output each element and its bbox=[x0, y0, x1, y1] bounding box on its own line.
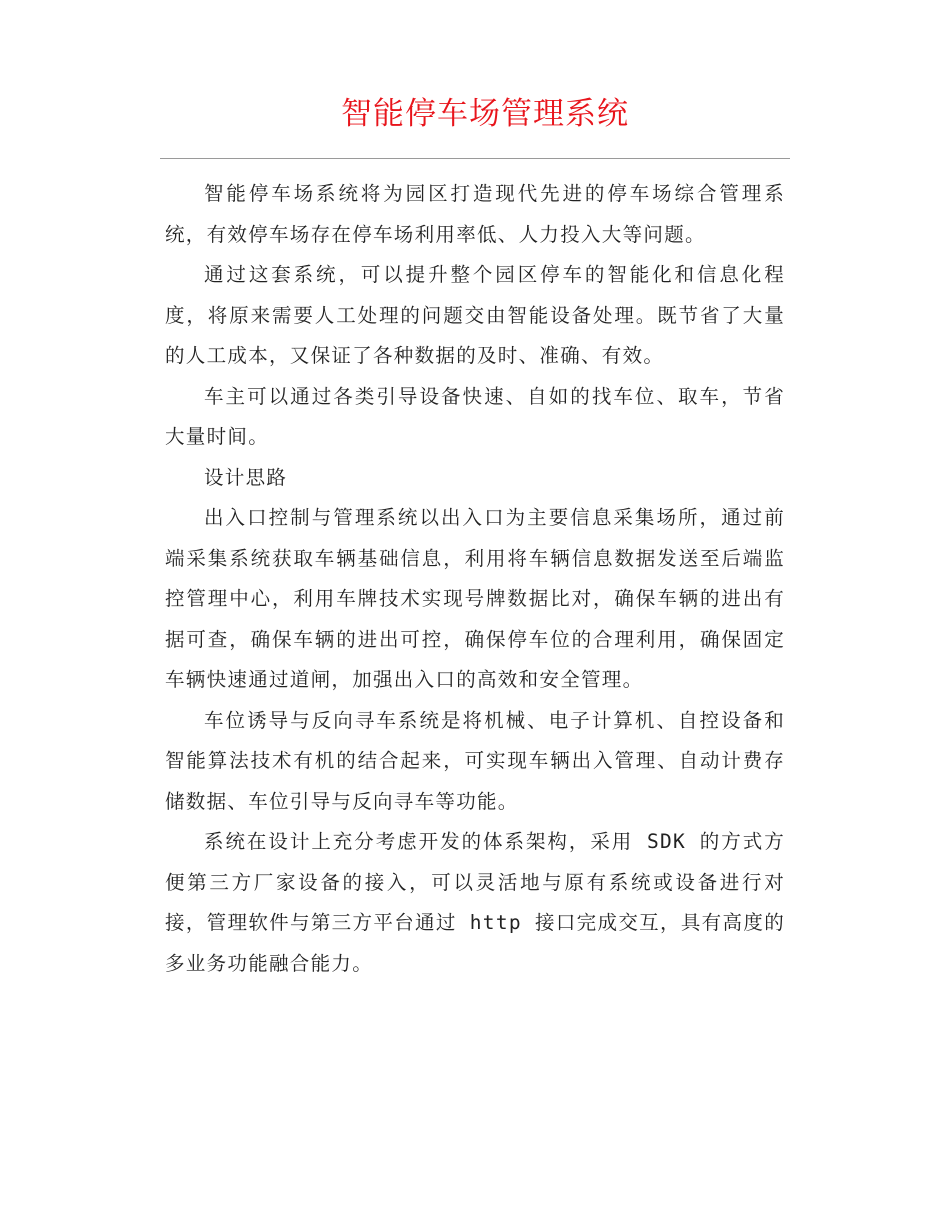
paragraph-benefits: 通过这套系统，可以提升整个园区停车的智能化和信息化程度，将原来需要人工处理的问题交由智能设备处理。既节省了大量的人工成本，又保证了各种数据的及时、准确、有效。 bbox=[165, 263, 785, 367]
paragraph-parking-guidance: 车位诱导与反向寻车系统是将机械、电子计算机、自控设备和智能算法技术有机的结合起来，可实现车辆出入管理、自动计费存储数据、车位引导与反向寻车等功能。 bbox=[165, 708, 785, 813]
paragraph-drivers: 车主可以通过各类引导设备快速、自如的找车位、取车，节省大量时间。 bbox=[165, 384, 785, 448]
title-divider bbox=[160, 158, 790, 159]
paragraph-intro: 智能停车场系统将为园区打造现代先进的停车场综合管理系统，有效停车场存在停车场利用率低、人力投入大等问题。 bbox=[165, 182, 785, 246]
page-title: 智能停车场管理系统 bbox=[341, 96, 629, 132]
paragraph-architecture: 系统在设计上充分考虑开发的体系架构，采用 SDK 的方式方便第三方厂家设备的接入，可以灵活地与原有系统或设备进行对接，管理软件与第三方平台通过 http 接口完成交互，具有高度的多业务功能融合能力。 bbox=[165, 830, 785, 975]
paragraph-entrance-control: 出入口控制与管理系统以出入口为主要信息采集场所，通过前端采集系统获取车辆基础信息，利用将车辆信息数据发送至后端监控管理中心，利用车牌技术实现号牌数据比对，确保车辆的进出有据可查，确保车辆的进出可控，确保停车位的合理利用，确保固定车辆快速通过道闸，加强出入口的高效和安全管理。 bbox=[165, 506, 785, 691]
section-heading-design: 设计思路 bbox=[204, 465, 288, 489]
document-body bbox=[165, 174, 785, 984]
